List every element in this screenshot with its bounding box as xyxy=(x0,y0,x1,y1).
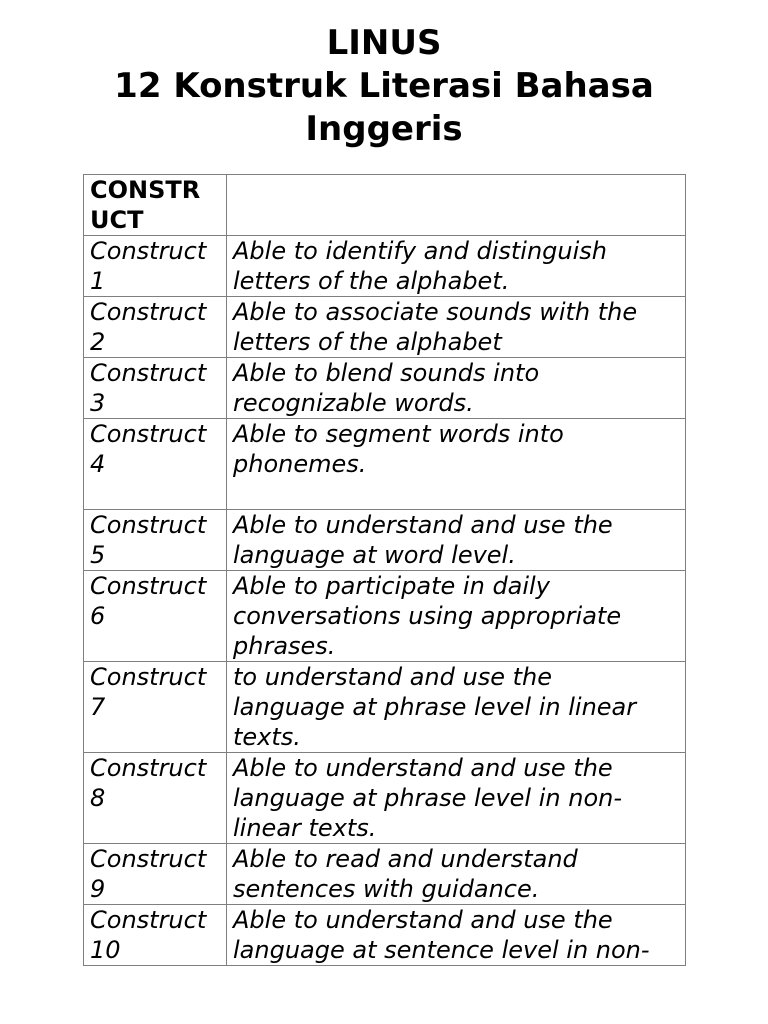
header-description-cell xyxy=(227,175,686,236)
construct-number: 10 xyxy=(90,936,121,964)
construct-description-line: language at phrase level in non- xyxy=(233,784,623,812)
construct-description-line: texts. xyxy=(233,723,301,751)
header-construct-line-1: CONSTR xyxy=(90,176,201,204)
construct-description-cell xyxy=(227,905,686,966)
title-line-3: Inggeris xyxy=(305,109,463,149)
construct-description-line: sentences with guidance. xyxy=(233,875,540,903)
construct-number: 1 xyxy=(90,267,106,295)
construct-label-cell xyxy=(84,419,227,510)
table-row xyxy=(84,236,686,297)
construct-description-cell xyxy=(227,753,686,844)
construct-label-cell xyxy=(84,236,227,297)
construct-description-line: phrases. xyxy=(233,632,336,660)
table-header-row xyxy=(84,175,686,236)
construct-number: 6 xyxy=(90,602,106,630)
construct-description-line: linear texts. xyxy=(233,814,377,842)
table-row xyxy=(84,571,686,662)
construct-description-cell xyxy=(227,419,686,510)
construct-description-line: letters of the alphabet. xyxy=(233,267,510,295)
header-construct-line-2: UCT xyxy=(90,206,144,234)
construct-description-line xyxy=(233,479,679,509)
title-line-2: 12 Konstruk Literasi Bahasa xyxy=(114,66,654,106)
construct-description-line: Able to associate sounds with the xyxy=(233,298,638,326)
construct-description-line: Able to segment words into xyxy=(233,420,564,448)
construct-label: Construct xyxy=(90,572,207,600)
construct-table xyxy=(83,174,686,966)
construct-label-cell xyxy=(84,510,227,571)
construct-description-line: Able to understand and use the xyxy=(233,754,613,782)
construct-description-cell xyxy=(227,510,686,571)
page-title xyxy=(0,22,768,151)
construct-description-cell xyxy=(227,236,686,297)
construct-label: Construct xyxy=(90,359,207,387)
construct-label: Construct xyxy=(90,420,207,448)
construct-number: 5 xyxy=(90,541,106,569)
construct-description-line: language at word level. xyxy=(233,541,516,569)
construct-description-line: Able to identify and distinguish xyxy=(233,237,607,265)
construct-label-cell xyxy=(84,905,227,966)
construct-description-line: Able to understand and use the xyxy=(233,511,613,539)
construct-label-cell xyxy=(84,358,227,419)
construct-description-line: to understand and use the xyxy=(233,663,552,691)
construct-description-line: letters of the alphabet xyxy=(233,328,502,356)
construct-description-cell xyxy=(227,662,686,753)
construct-description-cell xyxy=(227,844,686,905)
construct-number: 4 xyxy=(90,450,106,478)
construct-label: Construct xyxy=(90,754,207,782)
construct-description-line: phonemes. xyxy=(233,450,367,478)
construct-number: 7 xyxy=(90,693,106,721)
construct-description-line: Able to understand and use the xyxy=(233,906,613,934)
construct-label: Construct xyxy=(90,906,207,934)
construct-label-cell xyxy=(84,844,227,905)
table-row xyxy=(84,905,686,966)
table-row xyxy=(84,844,686,905)
construct-number: 3 xyxy=(90,389,106,417)
construct-description-cell xyxy=(227,358,686,419)
construct-number: 2 xyxy=(90,328,106,356)
table-row xyxy=(84,510,686,571)
construct-label: Construct xyxy=(90,663,207,691)
construct-label-cell xyxy=(84,297,227,358)
table-row xyxy=(84,662,686,753)
table-row xyxy=(84,358,686,419)
table-row xyxy=(84,419,686,510)
construct-description-line: conversations using appropriate xyxy=(233,602,622,630)
construct-description-line: Able to blend sounds into xyxy=(233,359,540,387)
construct-label-cell xyxy=(84,753,227,844)
construct-label-cell xyxy=(84,571,227,662)
construct-description-cell xyxy=(227,571,686,662)
table-row xyxy=(84,753,686,844)
construct-description-line: language at phrase level in linear xyxy=(233,693,637,721)
title-line-1: LINUS xyxy=(326,23,442,63)
construct-label: Construct xyxy=(90,298,207,326)
construct-label-cell xyxy=(84,662,227,753)
table-row xyxy=(84,297,686,358)
construct-number: 8 xyxy=(90,784,106,812)
construct-label: Construct xyxy=(90,845,207,873)
construct-description-cell xyxy=(227,297,686,358)
construct-description-line: Able to participate in daily xyxy=(233,572,550,600)
construct-description-line: Able to read and understand xyxy=(233,845,578,873)
construct-label: Construct xyxy=(90,511,207,539)
construct-number: 9 xyxy=(90,875,106,903)
construct-description-line: recognizable words. xyxy=(233,389,474,417)
construct-description-line: language at sentence level in non- xyxy=(233,936,650,964)
construct-label: Construct xyxy=(90,237,207,265)
header-construct-cell xyxy=(84,175,227,236)
